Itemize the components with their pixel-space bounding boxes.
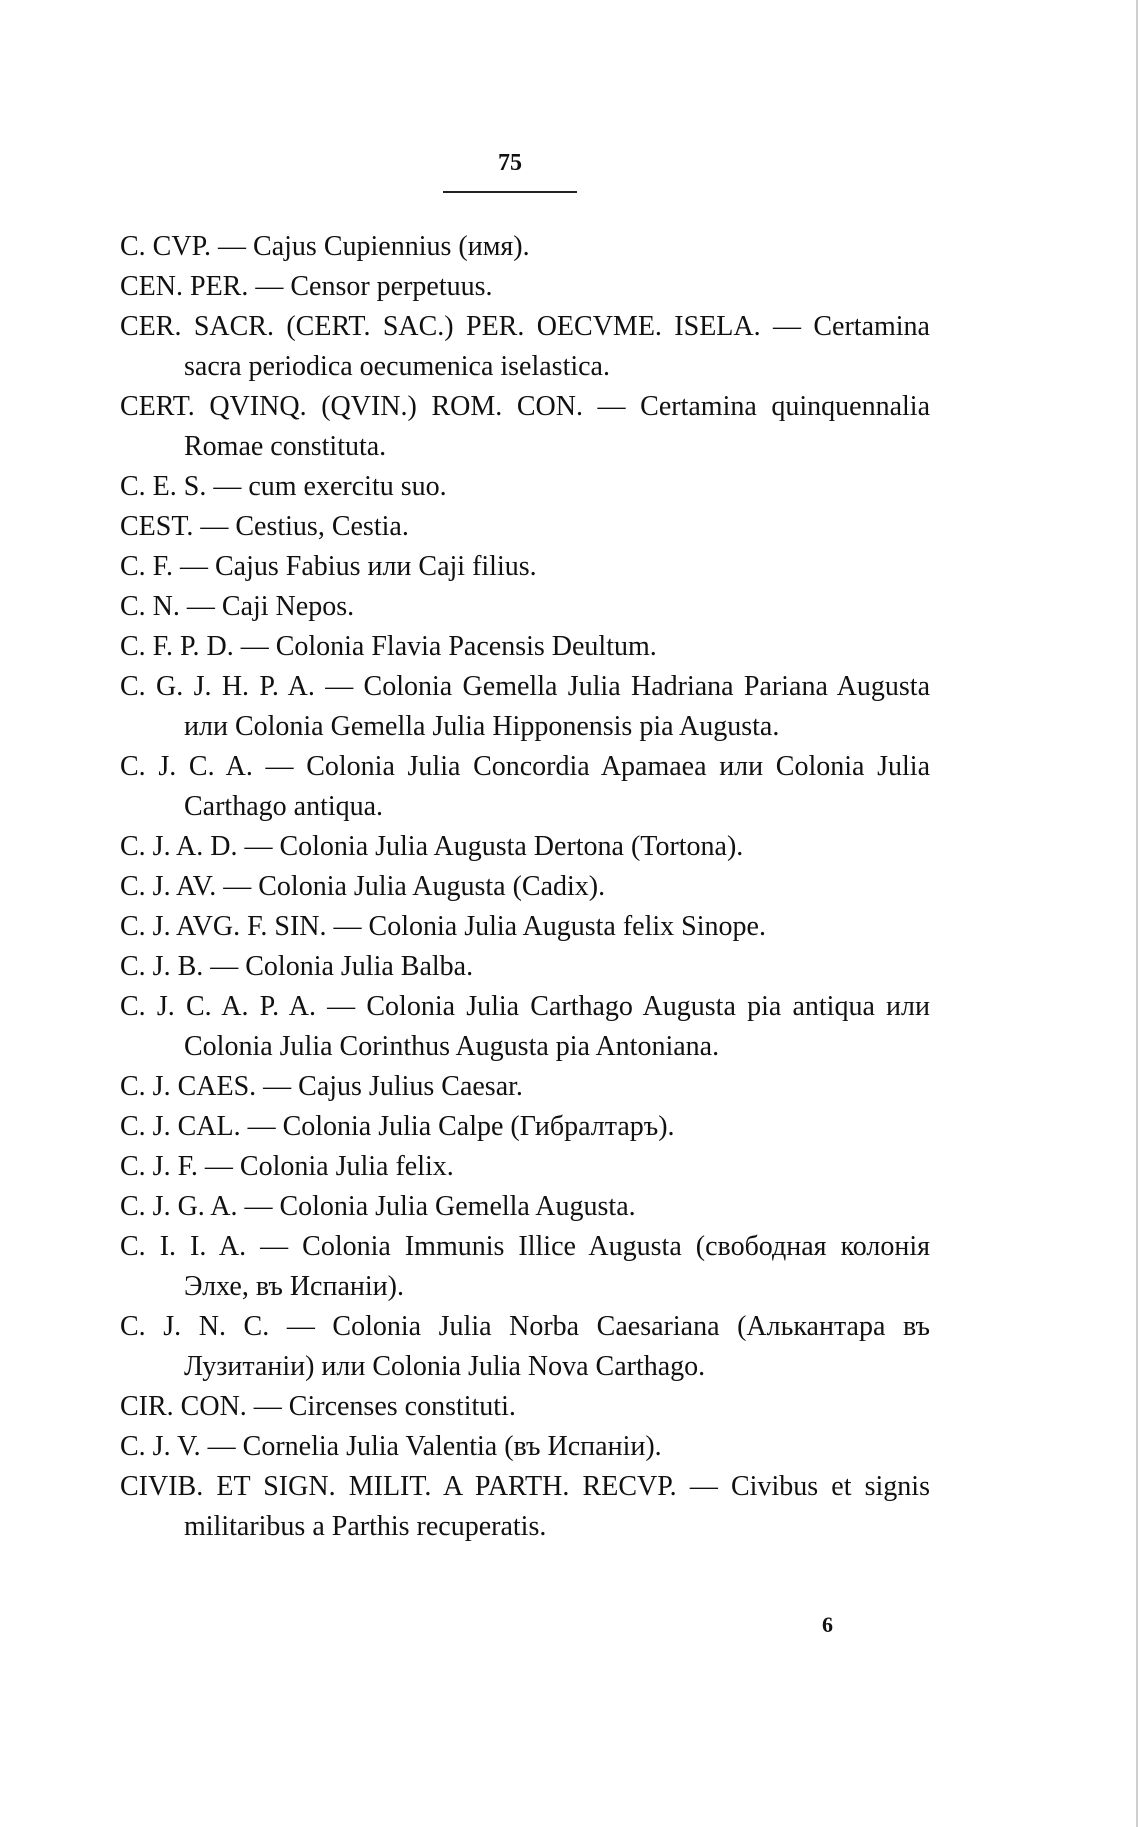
entry-cer-sacr: CER. SACR. (CERT. SAC.) PER. OECVME. ISELA. — Certamina sacra periodica oecumenica iselastica. [120, 311, 930, 382]
entry-c-j-caes: C. J. CAES. — Cajus Julius Caesar. [120, 1071, 523, 1102]
page-number: 75 [498, 150, 522, 176]
header-rule [443, 191, 577, 193]
entry-cert-qvinq: CERT. QVINQ. (QVIN.) ROM. CON. — Certamina quinquennalia Romae constituta. [120, 391, 930, 462]
abbreviation-list [120, 227, 930, 1547]
entry-c-n: C. N. — Caji Nepos. [120, 591, 355, 622]
entry-c-j-c-a-p-a: C. J. C. A. P. A. — Colonia Julia Carthago Augusta pia antiqua или Colonia Julia Corinthus Augusta pia Antoniana. [120, 991, 930, 1062]
entry-c-j-av: C. J. AV. — Colonia Julia Augusta (Cadix). [120, 871, 606, 902]
entry-c-j-v: C. J. V. — Cornelia Julia Valentia (въ Испаніи). [120, 1431, 662, 1462]
entry-c-j-a-d: C. J. A. D. — Colonia Julia Augusta Dertona (Tortona). [120, 831, 744, 862]
entry-c-j-g-a: C. J. G. A. — Colonia Julia Gemella Augusta. [120, 1191, 636, 1222]
entry-cir-con: CIR. CON. — Circenses constituti. [120, 1391, 516, 1422]
entry-c-f: C. F. — Cajus Fabius или Caji filius. [120, 551, 537, 582]
entry-c-j-avg-f-sin: C. J. AVG. F. SIN. — Colonia Julia Augusta felix Sinope. [120, 911, 766, 942]
entry-cest: CEST. — Cestius, Cestia. [120, 511, 409, 542]
entry-c-f-p-d: C. F. P. D. — Colonia Flavia Pacensis Deultum. [120, 631, 657, 662]
entry-c-e-s: C. E. S. — cum exercitu suo. [120, 471, 447, 502]
entry-c-i-i-a: C. I. I. A. — Colonia Immunis Illice Augusta (свободная колонія Элхе, въ Испаніи). [120, 1231, 930, 1302]
entry-c-g-j-h-p-a: C. G. J. H. P. A. — Colonia Gemella Julia Hadriana Pariana Augusta или Colonia Gemella Julia Hipponensis pia Augusta. [120, 671, 930, 742]
entry-cen-per: CEN. PER. — Censor perpetuus. [120, 271, 493, 302]
entry-c-j-cal: C. J. CAL. — Colonia Julia Calpe (Гибралтаръ). [120, 1111, 675, 1142]
entry-c-j-c-a: C. J. C. A. — Colonia Julia Concordia Apamaea или Colonia Julia Carthago antiqua. [120, 751, 930, 822]
entry-c-j-f: C. J. F. — Colonia Julia felix. [120, 1151, 454, 1182]
entry-c-cvp: C. CVP. — Cajus Cupiennius (имя). [120, 231, 530, 262]
entry-c-j-n-c: C. J. N. C. — Colonia Julia Norba Caesariana (Алькантара въ Лузитаніи) или Colonia Julia Nova Carthago. [120, 1311, 930, 1382]
entry-c-j-b: C. J. B. — Colonia Julia Balba. [120, 951, 474, 982]
page-edge-line [1136, 0, 1138, 1827]
entry-civib-et-sign: CIVIB. ET SIGN. MILIT. A PARTH. RECVP. — Civibus et signis militaribus a Parthis recuperatis. [120, 1471, 930, 1542]
signature-mark: 6 [822, 1612, 833, 1637]
